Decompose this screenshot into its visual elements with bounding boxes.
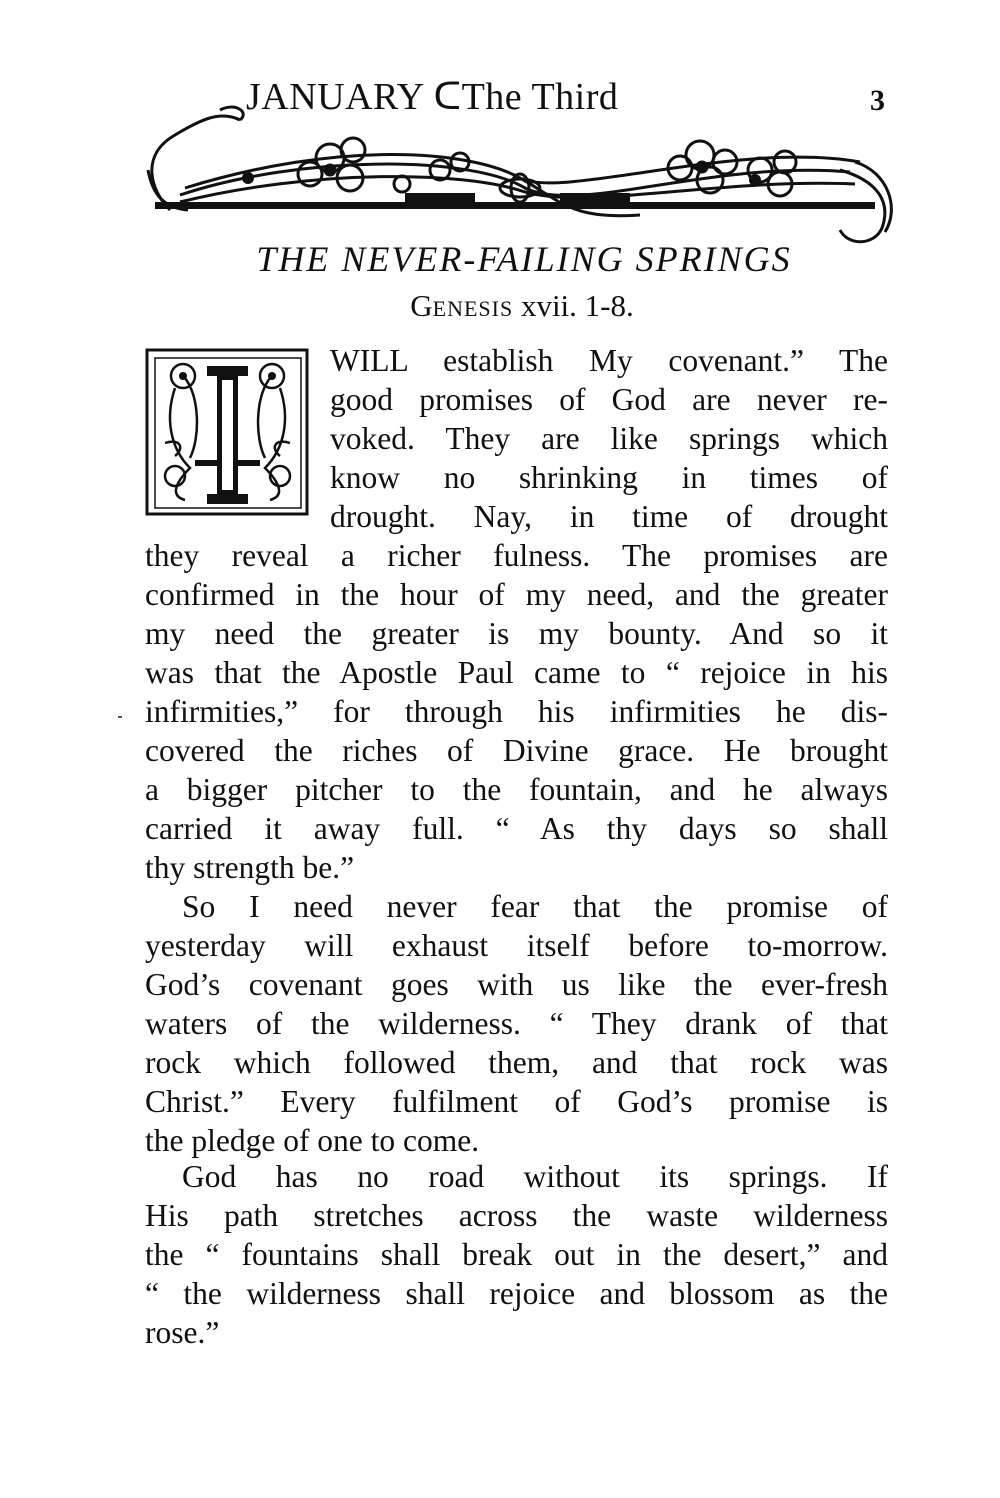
- section-title: THE NEVER-FAILING SPRINGS: [256, 239, 792, 279]
- text-line-10: infirmities,” for through his infirmities he dis-: [145, 694, 888, 729]
- reference-cap: G: [410, 288, 433, 323]
- text-line-9: was that the Apostle Paul came to “ rejoice in his: [145, 655, 888, 690]
- text-line-26: rose.”: [145, 1315, 220, 1350]
- margin-mark: [118, 716, 122, 718]
- reference-small-caps: ENESIS: [432, 296, 514, 321]
- text-line-17: God’s covenant goes with us like the ever-fresh: [145, 967, 888, 1002]
- text-line-13: carried it away full. “ As thy days so shall: [145, 811, 888, 846]
- text-line-12: a bigger pitcher to the fountain, and he always: [145, 772, 888, 807]
- text-line-23: His path stretches across the waste wilderness: [145, 1198, 888, 1233]
- text-line-19: rock which followed them, and that rock was: [145, 1045, 888, 1080]
- page-number: 3: [870, 84, 885, 117]
- decorated-initial: [145, 348, 310, 518]
- text-line-16: yesterday will exhaust itself before to-morrow.: [145, 928, 888, 963]
- running-header: JANUARY ᑕThe Third: [246, 76, 619, 118]
- text-line-18: waters of the wilderness. “ They drank of that: [145, 1006, 888, 1041]
- text-line-14: thy strength be.”: [145, 850, 355, 885]
- text-line-24: the “ fountains shall break out in the desert,” and: [145, 1237, 888, 1272]
- reference-chapter-verse: xvii. 1-8.: [513, 288, 634, 323]
- text-line-8: my need the greater is my bounty. And so it: [145, 616, 888, 651]
- text-line-7: confirmed in the hour of my need, and the greater: [145, 577, 888, 612]
- text-line-5: drought. Nay, in time of drought: [330, 499, 888, 534]
- text-line-22: God has no road without its springs. If: [182, 1159, 888, 1194]
- floral-header-ornament: [140, 100, 900, 250]
- text-line-21: the pledge of one to come.: [145, 1123, 480, 1158]
- text-line-2: good promises of God are never re-: [330, 382, 888, 417]
- text-line-20: Christ.” Every fulfilment of God’s promise is: [145, 1084, 888, 1119]
- text-line-1: WILL establish My covenant.” The: [330, 343, 888, 378]
- text-line-11: covered the riches of Divine grace. He brought: [145, 733, 888, 768]
- text-line-15: So I need never fear that the promise of: [182, 889, 888, 924]
- text-line-25: “ the wilderness shall rejoice and blossom as the: [145, 1276, 888, 1311]
- scripture-reference: [0, 288, 1000, 324]
- text-line-4: know no shrinking in times of: [330, 460, 888, 495]
- text-line-3: voked. They are like springs which: [330, 421, 888, 456]
- text-line-6: they reveal a richer fulness. The promises are: [145, 538, 888, 573]
